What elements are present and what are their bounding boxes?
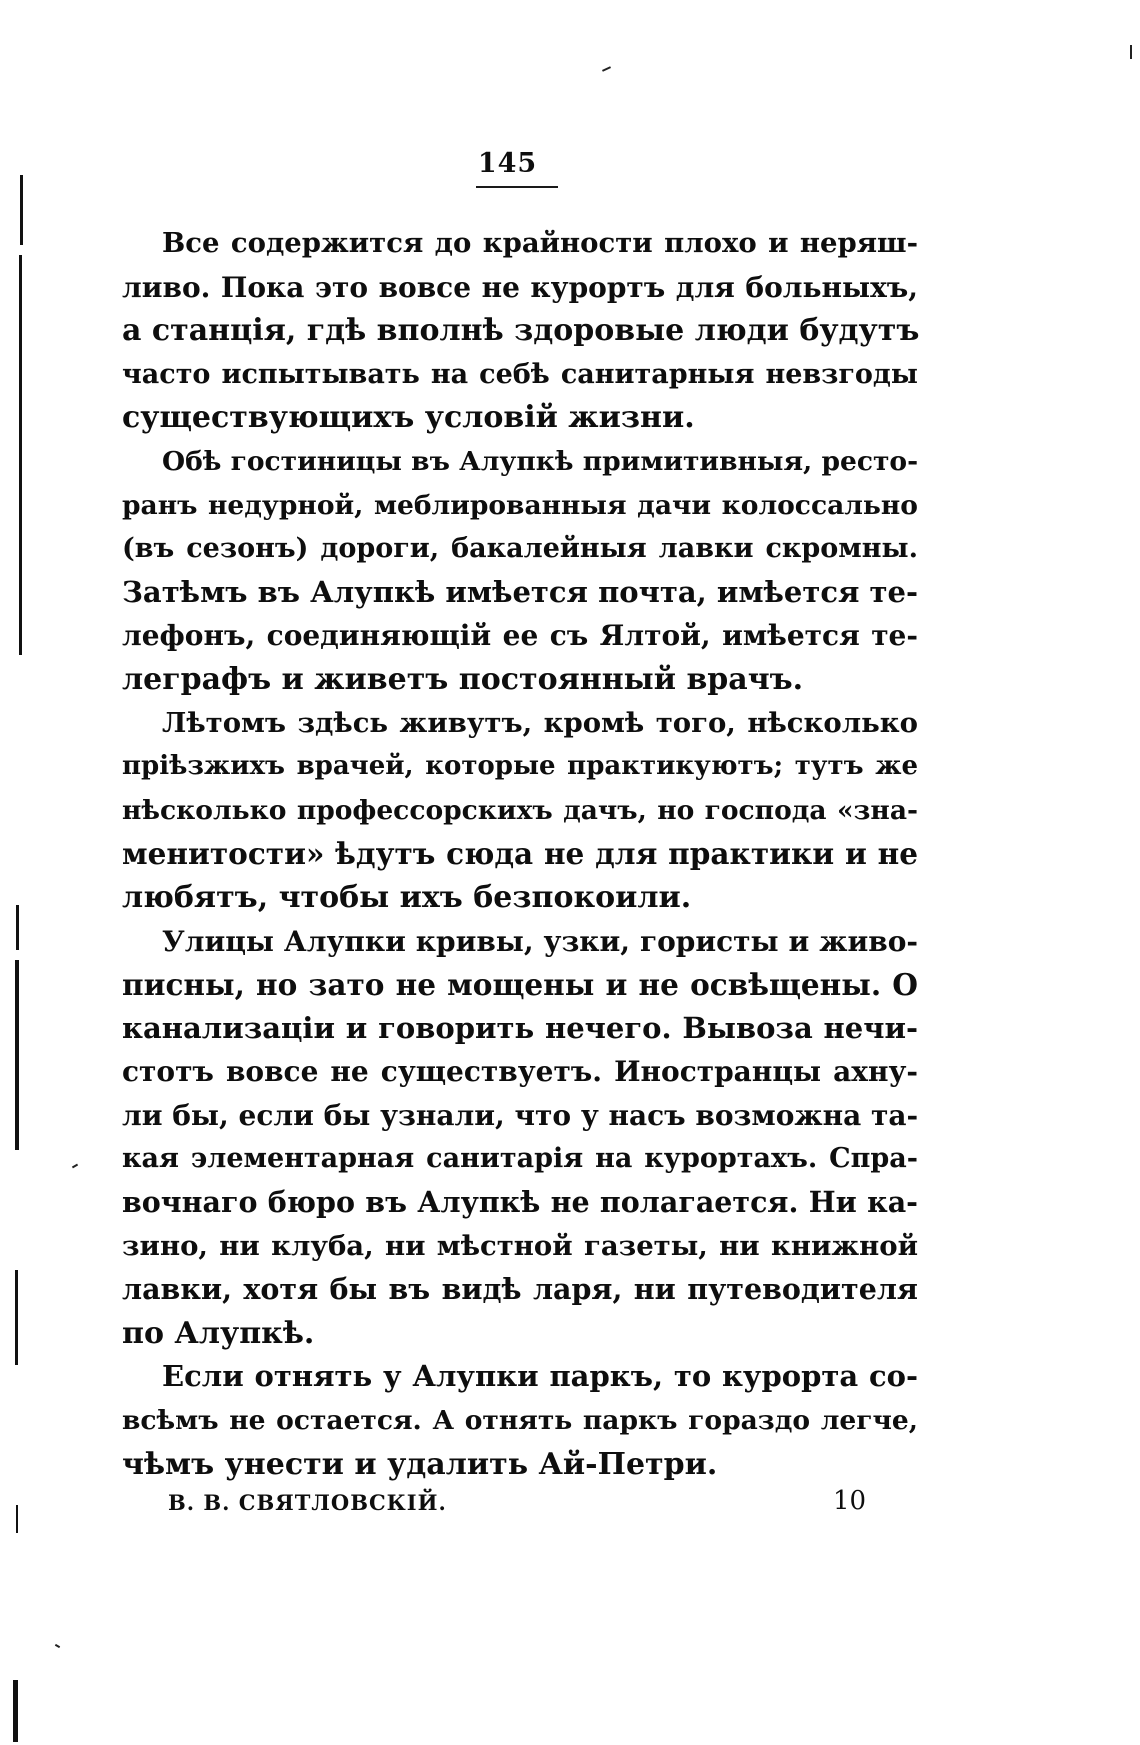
text-line: а станцiя, гдѣ вполнѣ здоровые люди будутъ [122, 313, 920, 349]
sheet-number: 10 [833, 1486, 867, 1516]
text-line: Все содержится до крайности плохо и неряш- [162, 227, 918, 259]
text-line: менитости» ѣдутъ сюда не для практики и не [122, 836, 918, 872]
scan-speck [72, 1164, 78, 1169]
text-line: Лѣтомъ здѣсь живутъ, кромѣ того, нѣсколько [162, 706, 918, 739]
text-line: Затѣмъ въ Алупкѣ имѣется почта, имѣется те- [122, 574, 918, 609]
printer-signature: В. В. СВЯТЛОВСКIЙ. [168, 1490, 447, 1515]
scan-margin-mark [20, 175, 23, 245]
scan-margin-mark [19, 255, 22, 655]
page-footer [168, 1486, 868, 1526]
text-line: всѣмъ не остается. А отнять паркъ гораздо легче, [122, 1405, 918, 1437]
text-line: нѣсколько профессорскихъ дачъ, но господа «зна- [122, 794, 918, 826]
text-line: ливо. Пока это вовсе не курортъ для больныхъ, [122, 270, 918, 304]
text-line: существующихъ условiй жизни. [122, 400, 695, 436]
text-line: (въ сезонъ) дороги, бакалейныя лавки скромны. [122, 533, 918, 565]
text-line: леграфъ и живетъ постоянный врачъ. [122, 661, 804, 697]
text-line: лефонъ, соединяющiй ее съ Ялтой, имѣется те- [122, 619, 918, 653]
page-number: 145 [477, 148, 538, 179]
text-line: любятъ, чтобы ихъ безпокоили. [122, 879, 692, 915]
scan-margin-mark [15, 960, 19, 1150]
text-line: Улицы Алупки кривы, узки, гористы и живо- [162, 924, 918, 958]
text-line: часто испытывать на себѣ санитарныя невзгоды [122, 358, 918, 390]
text-line: ранъ недурной, меблированныя дачи колоссально [122, 489, 918, 521]
scan-speck [55, 1644, 60, 1648]
text-line: чѣмъ унести и удалить Ай-Петри. [122, 1446, 718, 1482]
text-line: кая элементарная санитарiя на курортахъ. Спра- [122, 1143, 918, 1175]
scan-speck [1130, 45, 1132, 59]
scan-margin-mark [13, 1680, 18, 1742]
text-line: по Алупкѣ. [122, 1315, 315, 1351]
scan-margin-mark [16, 1505, 18, 1533]
body-text [122, 222, 918, 1486]
text-line: прiѣзжихъ врачей, которые практикуютъ; тутъ же [122, 751, 918, 782]
text-line: Если отнять у Алупки паркъ, то курорта со- [162, 1359, 918, 1394]
scan-margin-mark [15, 1270, 18, 1365]
text-line: лавки, хотя бы въ видѣ ларя, ни путеводителя [122, 1272, 918, 1307]
text-line: стотъ вовсе не существуетъ. Иностранцы ахну- [122, 1055, 918, 1089]
text-line: зино, ни клуба, ни мѣстной газеты, ни книжной [122, 1229, 918, 1262]
text-line: Обѣ гостиницы въ Алупкѣ примитивныя, ресто- [162, 445, 919, 477]
text-line: вочнаго бюро въ Алупкѣ не полагается. Ни ка- [122, 1185, 918, 1220]
text-line: ли бы, если бы узнали, что у насъ возможна та- [122, 1098, 919, 1132]
text-line: канализацiи и говорить нечего. Вывоза нечи- [122, 1010, 918, 1045]
scan-speck [602, 66, 611, 72]
scan-margin-mark [16, 905, 19, 950]
page-number-underline [476, 186, 558, 188]
text-line: писны, но зато не мощены и не освѣщены. О [122, 967, 918, 1003]
